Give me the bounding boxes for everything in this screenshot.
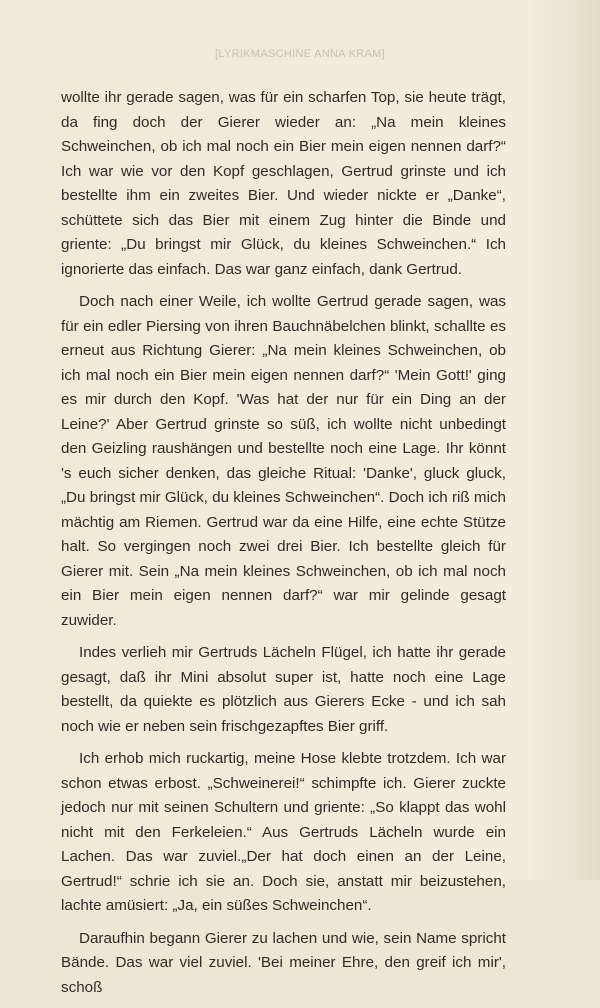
paragraph: wollte ihr gerade sagen, was für ein scharfen Top, sie heute trägt, da fing doch der Gierer wieder an: „Na mein kleines Schweinchen, ob ich mal noch ein Bier mein eigen nennen darf?“ Ich war wie vor den Kopf geschlagen, Gertrud grinste und ich bestellte ihm ein zweites Bier. Und wieder nickte er „Danke“, schüttete sich das Bier mit einem Zug hinter die Binde und griente: „Du bringst mir Glück, du kleines Schweinchen.“ Ich ignorierte das einfach. Das war ganz einfach, dank Gertrud. [61,89,506,278]
paragraph: Daraufhin begann Gierer zu lachen und wie, sein Name spricht Bände. Das war viel zuviel. 'Bei meiner Ehre, den greif ich mir', schoß [61,929,506,996]
paragraph: Indes verlieh mir Gertruds Lächeln Flügel, ich hatte ihr gerade gesagt, daß ihr Mini absolut super ist, hatte noch eine Lage bestellt, da quiekte es plötzlich aus Gierers Ecke - und ich sah noch wie er neben sein frischgezapftes Bier griff. [61,644,506,735]
running-header: [LYRIKMASCHINE ANNA KRAM] [215,48,385,60]
paragraph: Doch nach einer Weile, ich wollte Gertrud gerade sagen, was für ein edler Piersing von ihren Bauchnäbelchen blinkt, schallte es erneut aus Richtung Gierer: „Na mein kleines Schweinchen, ob ich mal noch ein Bier mein eigen nennen darf?“ 'Mein Gott!' ging es mir durch den Kopf. 'Was hat der nur für ein Ding an der Leine?' Aber Gertrud grinste so süß, ich wollte nicht unbedingt den Geizling raushängen und bestellte noch eine Lage. Ihr könnt 's euch sicher denken, das gleiche Ritual: 'Danke', gluck gluck, „Du bringst mir Glück, du kleines Schweinchen“. Doch ich riß mich mächtig am Riemen. Gertrud war da eine Hilfe, eine echte Stütze halt. So vergingen noch zwei drei Bier. Ich bestellte gleich für Gierer mit. Sein „Na mein kleines Schweinchen, ob ich mal noch ein Bier mein eigen nennen darf?“ war mir gelinde gesagt zuwider. [61,293,506,629]
paragraph: Ich erhob mich ruckartig, meine Hose klebte trotzdem. Ich war schon etwas erbost. „Schweinerei!“ schimpfte ich. Gierer zuckte jedoch nur mit seinen Schultern und griente: „So klappt das wohl nicht mit den Ferkeleien.“ Aus Gertruds Lächeln wurde ein Lachen. Das war zuviel.„Der hat doch einen an der Leine, Gertrud!“ schrie ich sie an. Doch sie, anstatt mir beizustehen, lachte amüsiert: „Ja, ein süßes Schweinchen“. [61,750,506,914]
body-text [61,86,506,1008]
